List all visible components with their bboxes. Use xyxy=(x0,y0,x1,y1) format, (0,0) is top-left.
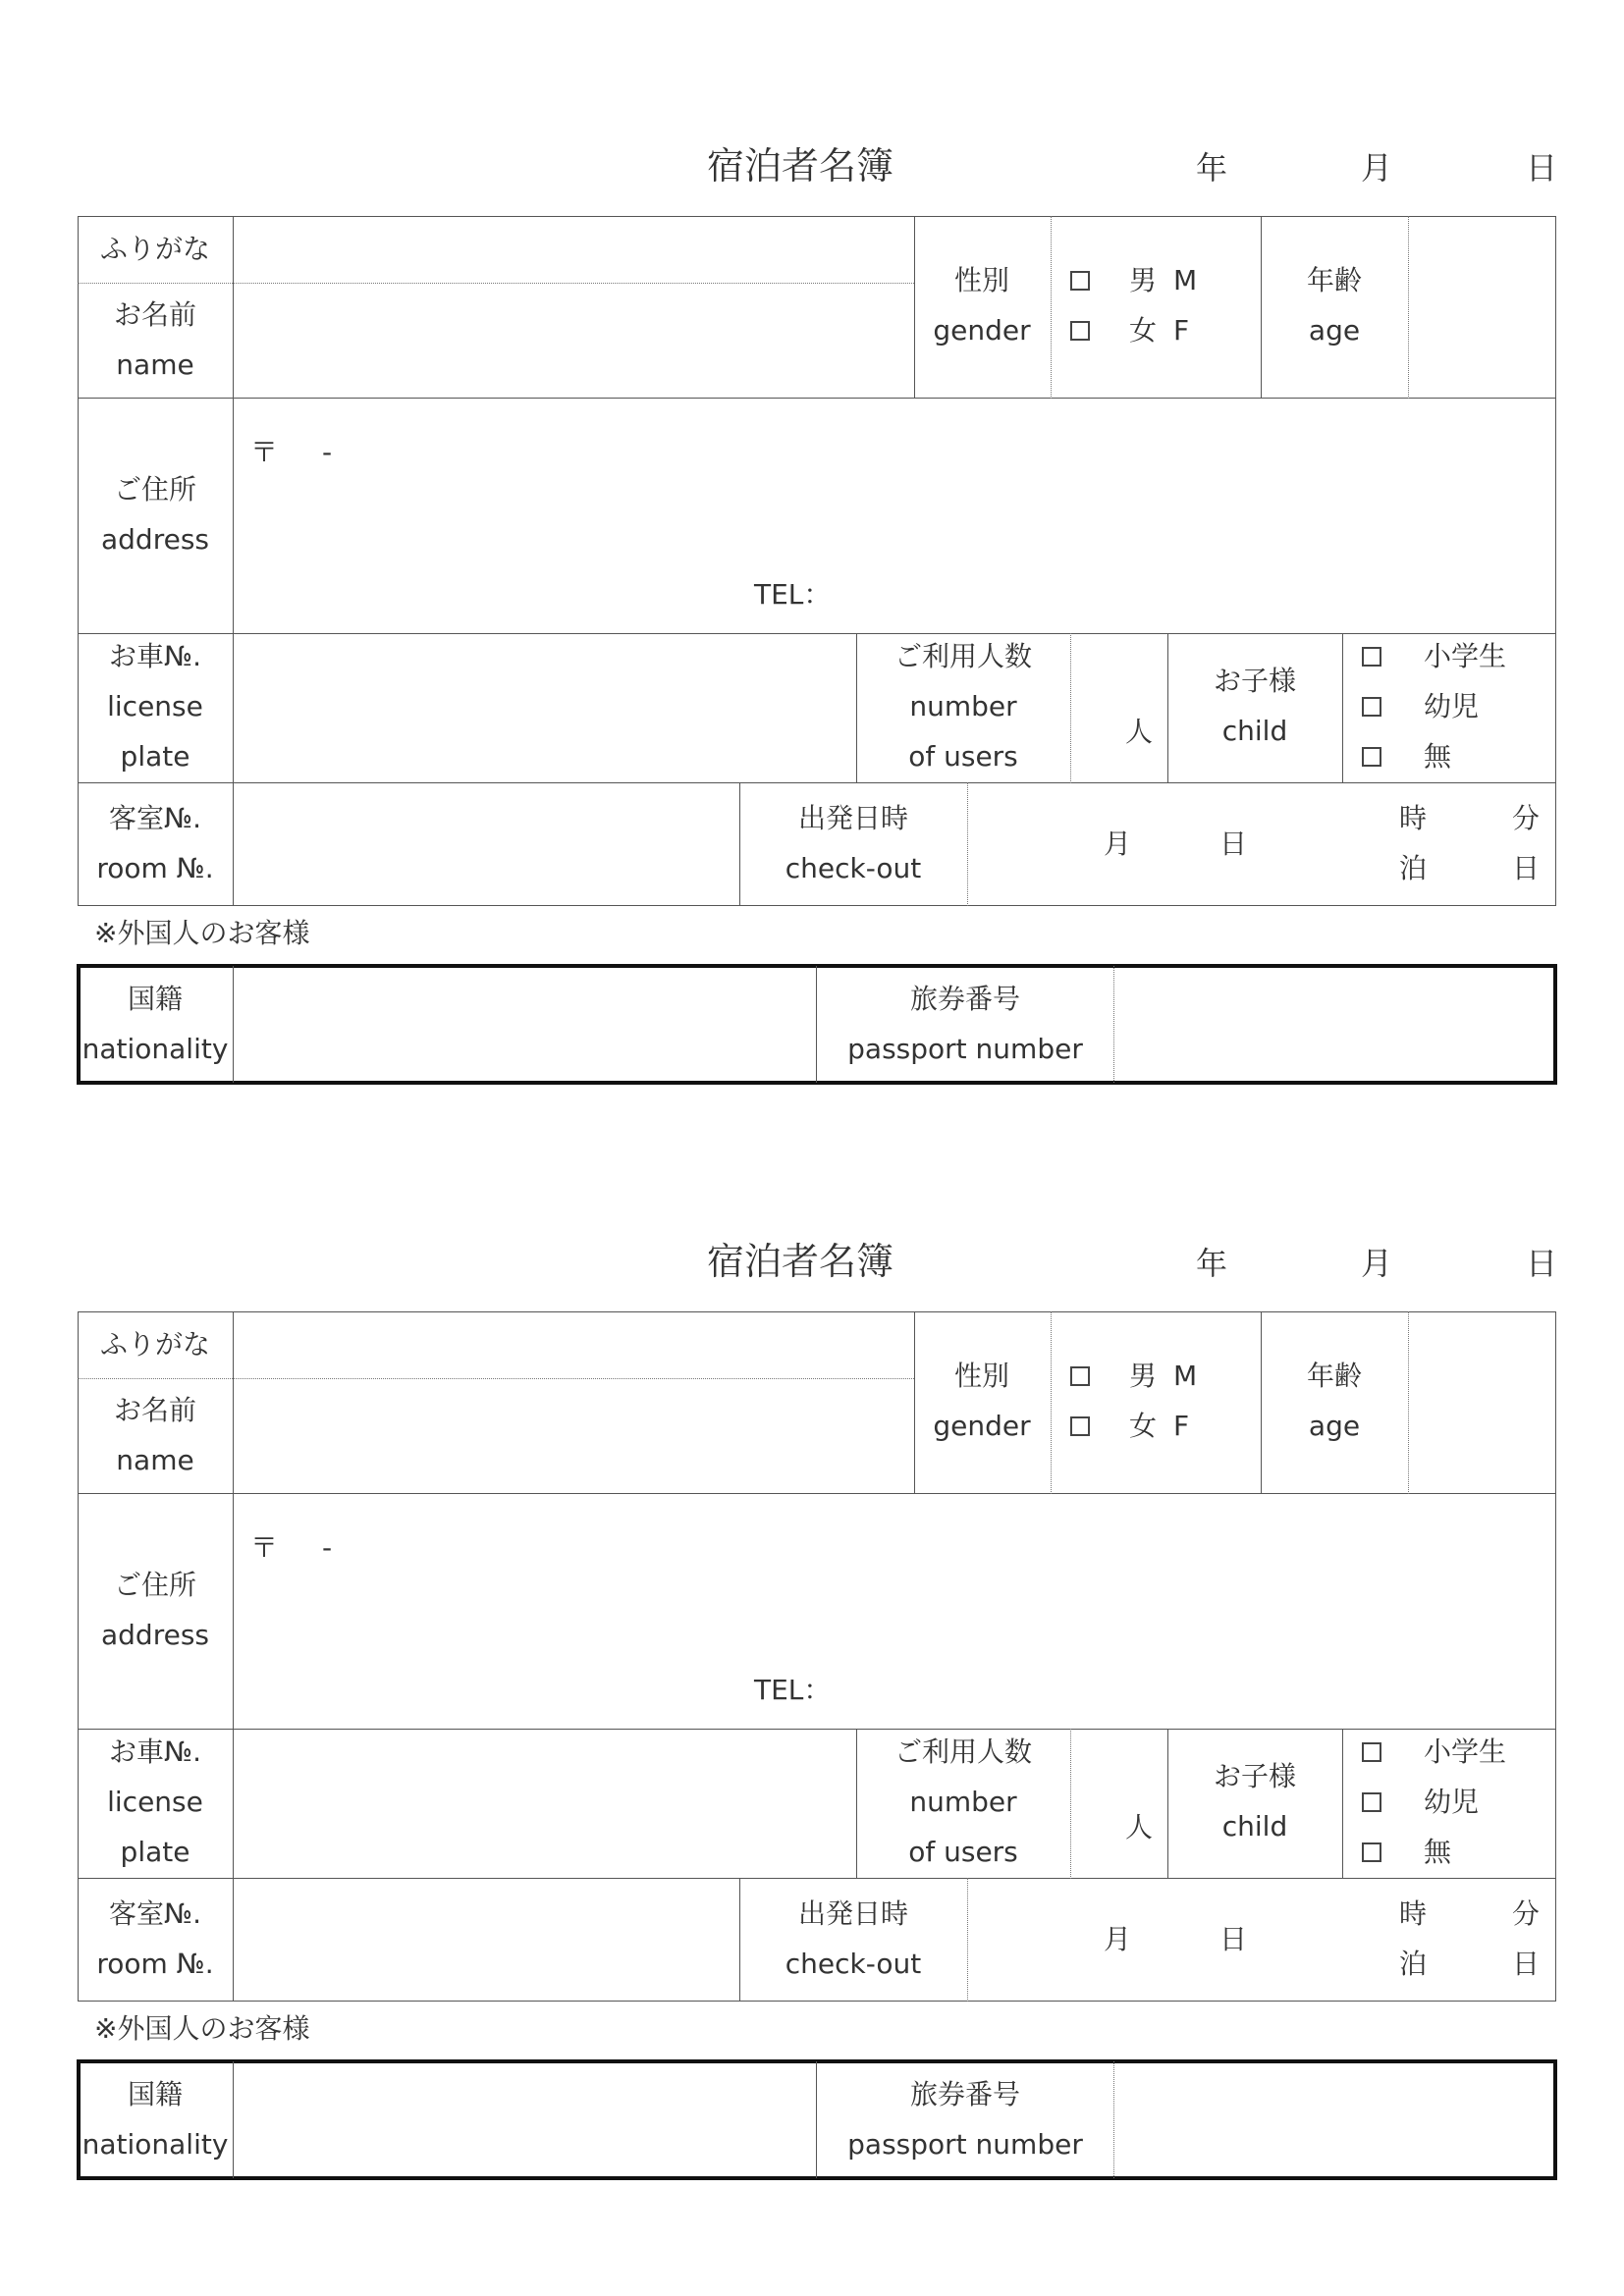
checkout-days: 日 xyxy=(1512,1948,1541,1980)
postal-mark: 〒 xyxy=(250,1531,279,1564)
child-infant-checkbox[interactable] xyxy=(1362,1792,1381,1812)
checkout-month: 月 xyxy=(1104,1923,1132,1955)
child-none-checkbox[interactable] xyxy=(1362,1842,1381,1862)
date-year-label: 年 xyxy=(1196,149,1228,187)
persons-unit: 人 xyxy=(1125,1811,1154,1843)
gender-male-ja: 男 xyxy=(1129,264,1158,296)
gender-female-en: F xyxy=(1173,1410,1190,1442)
child-none-checkbox[interactable] xyxy=(1362,747,1381,767)
child-elementary-label: 小学生 xyxy=(1424,1735,1507,1768)
passport-label-en: passport number xyxy=(847,2128,1083,2161)
name-input[interactable] xyxy=(236,1381,911,1491)
checkout-label-en: check-out xyxy=(785,1948,922,1980)
date-day-label: 日 xyxy=(1526,149,1558,187)
address-label-en: address xyxy=(100,523,210,556)
name-label-en: name xyxy=(116,348,194,381)
form-title: 宿泊者名簿 xyxy=(707,1240,894,1283)
checkout-month: 月 xyxy=(1104,828,1132,860)
room-label-ja: 客室№. xyxy=(108,1897,202,1930)
address-label-en: address xyxy=(100,1619,210,1651)
users-count-input[interactable] xyxy=(1073,636,1164,780)
date-year-label: 年 xyxy=(1196,1245,1228,1282)
child-label-ja: お子様 xyxy=(1213,1760,1297,1792)
gender-male-checkbox[interactable] xyxy=(1070,1366,1090,1386)
name-input[interactable] xyxy=(236,286,911,396)
gender-female-checkbox[interactable] xyxy=(1070,1416,1090,1436)
checkout-datetime-input[interactable] xyxy=(970,785,1553,903)
postal-dash: - xyxy=(322,436,333,468)
child-infant-checkbox[interactable] xyxy=(1362,697,1381,717)
address-label-ja: ご住所 xyxy=(113,1569,197,1601)
gender-female-en: F xyxy=(1173,314,1190,347)
age-label-ja: 年齢 xyxy=(1306,1360,1363,1392)
room-label-en: room №. xyxy=(96,852,214,884)
users-label-ja: ご利用人数 xyxy=(893,1735,1033,1768)
car-label-en1: license xyxy=(107,690,203,722)
nationality-label-en: nationality xyxy=(81,1033,229,1065)
date-month-label: 月 xyxy=(1361,149,1393,187)
gender-label-ja: 性別 xyxy=(953,264,1010,296)
car-label-en2: plate xyxy=(120,1836,190,1868)
nationality-input[interactable] xyxy=(236,968,813,1081)
postal-mark: 〒 xyxy=(250,436,279,468)
child-none-label: 無 xyxy=(1424,1836,1452,1868)
form-title: 宿泊者名簿 xyxy=(707,144,894,187)
age-label-ja: 年齢 xyxy=(1306,264,1363,296)
checkout-day: 日 xyxy=(1219,1923,1248,1955)
furigana-input[interactable] xyxy=(236,218,911,281)
users-label-en1: number xyxy=(909,690,1017,722)
passport-number-input[interactable] xyxy=(1116,2063,1551,2176)
gender-male-ja: 男 xyxy=(1129,1360,1158,1392)
users-label-ja: ご利用人数 xyxy=(893,640,1033,672)
age-label-en: age xyxy=(1308,314,1361,347)
age-input[interactable] xyxy=(1411,218,1553,397)
furigana-input[interactable] xyxy=(236,1313,911,1376)
tel-label: TEL： xyxy=(754,1674,832,1706)
passport-label-ja: 旅券番号 xyxy=(909,983,1021,1015)
child-label-en: child xyxy=(1221,715,1288,747)
checkout-days: 日 xyxy=(1512,852,1541,884)
gender-female-ja: 女 xyxy=(1129,314,1158,347)
checkout-hour: 時 xyxy=(1399,802,1428,834)
name-label-en: name xyxy=(116,1444,194,1476)
tel-label: TEL： xyxy=(754,578,832,611)
date-day-label: 日 xyxy=(1526,1245,1558,1282)
room-number-input[interactable] xyxy=(236,785,736,903)
furigana-label: ふりがな xyxy=(99,1328,211,1361)
checkout-nights: 泊 xyxy=(1399,1948,1428,1980)
checkout-minute: 分 xyxy=(1512,802,1541,834)
name-label-ja: お名前 xyxy=(113,298,197,331)
name-label-ja: お名前 xyxy=(113,1394,197,1426)
foreign-guest-note: ※外国人のお客様 xyxy=(94,917,310,949)
postal-dash: - xyxy=(322,1531,333,1564)
checkout-label-en: check-out xyxy=(785,852,922,884)
room-label-en: room №. xyxy=(96,1948,214,1980)
address-input[interactable] xyxy=(236,1496,1553,1727)
foreign-guest-note: ※外国人のお客様 xyxy=(94,2012,310,2045)
passport-label-ja: 旅券番号 xyxy=(909,2078,1021,2110)
nationality-label-ja: 国籍 xyxy=(127,983,184,1015)
child-infant-label: 幼児 xyxy=(1424,690,1480,722)
guest-register-form-2 xyxy=(0,1095,1624,2191)
child-label-ja: お子様 xyxy=(1213,665,1297,697)
car-label-en2: plate xyxy=(120,740,190,773)
checkout-label-ja: 出発日時 xyxy=(797,1897,909,1930)
car-number-input[interactable] xyxy=(236,636,853,780)
users-label-en2: of users xyxy=(908,740,1018,773)
car-label-ja: お車№. xyxy=(108,1735,202,1768)
date-month-label: 月 xyxy=(1361,1245,1393,1282)
checkout-day: 日 xyxy=(1219,828,1248,860)
nationality-label-en: nationality xyxy=(81,2128,229,2161)
child-elementary-checkbox[interactable] xyxy=(1362,1742,1381,1762)
users-label-en2: of users xyxy=(908,1836,1018,1868)
checkout-hour: 時 xyxy=(1399,1897,1428,1930)
checkout-minute: 分 xyxy=(1512,1897,1541,1930)
gender-male-checkbox[interactable] xyxy=(1070,271,1090,291)
users-count-input[interactable] xyxy=(1073,1732,1164,1876)
persons-unit: 人 xyxy=(1125,716,1154,748)
child-none-label: 無 xyxy=(1424,740,1452,773)
gender-female-ja: 女 xyxy=(1129,1410,1158,1442)
gender-female-checkbox[interactable] xyxy=(1070,321,1090,341)
furigana-label: ふりがな xyxy=(99,233,211,265)
passport-label-en: passport number xyxy=(847,1033,1083,1065)
child-label-en: child xyxy=(1221,1810,1288,1842)
child-infant-label: 幼児 xyxy=(1424,1786,1480,1818)
child-elementary-label: 小学生 xyxy=(1424,640,1507,672)
address-label-ja: ご住所 xyxy=(113,473,197,506)
nationality-input[interactable] xyxy=(236,2063,813,2176)
child-elementary-checkbox[interactable] xyxy=(1362,647,1381,667)
checkout-datetime-input[interactable] xyxy=(970,1881,1553,1999)
checkout-nights: 泊 xyxy=(1399,852,1428,884)
gender-male-en: M xyxy=(1173,1360,1198,1392)
gender-label-en: gender xyxy=(933,1410,1031,1442)
age-input[interactable] xyxy=(1411,1313,1553,1492)
guest-register-form-1 xyxy=(0,0,1624,1095)
gender-label-ja: 性別 xyxy=(953,1360,1010,1392)
passport-number-input[interactable] xyxy=(1116,968,1551,1081)
users-label-en1: number xyxy=(909,1786,1017,1818)
age-label-en: age xyxy=(1308,1410,1361,1442)
car-number-input[interactable] xyxy=(236,1732,853,1876)
gender-label-en: gender xyxy=(933,314,1031,347)
address-input[interactable] xyxy=(236,400,1553,631)
car-label-en1: license xyxy=(107,1786,203,1818)
car-label-ja: お車№. xyxy=(108,640,202,672)
gender-male-en: M xyxy=(1173,264,1198,296)
nationality-label-ja: 国籍 xyxy=(127,2078,184,2110)
room-number-input[interactable] xyxy=(236,1881,736,1999)
checkout-label-ja: 出発日時 xyxy=(797,802,909,834)
room-label-ja: 客室№. xyxy=(108,802,202,834)
